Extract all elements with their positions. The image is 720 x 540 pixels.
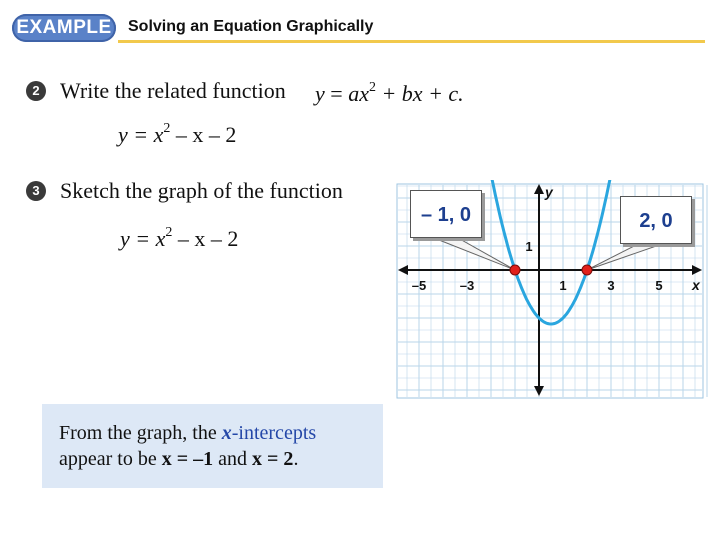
step-2-badge: 2 xyxy=(26,81,46,101)
step-3-badge: 3 xyxy=(26,181,46,201)
callout-left-intercept: – 1, 0 xyxy=(410,190,482,238)
conclusion-line-2: appear to be x = –1 and x = 2. xyxy=(59,448,299,470)
x-tick-label: –3 xyxy=(459,278,475,293)
y-tick-label: 1 xyxy=(525,239,533,254)
step-3-text: Sketch the graph of the function xyxy=(60,178,343,203)
conclusion-line-1: From the graph, the x-intercepts xyxy=(59,422,317,444)
x-tick-label: –5 xyxy=(411,278,427,293)
step-2-text: Write the related function xyxy=(60,78,286,103)
x-intercept-point xyxy=(582,265,592,275)
conclusion-box xyxy=(42,404,383,488)
header-divider xyxy=(118,40,705,43)
x-intercept-point xyxy=(510,265,520,275)
x-axis-label: x xyxy=(692,277,700,293)
step-2-function: $y = x^2 - x - 2$ xyxy=(118,120,237,147)
callout-right-intercept: 2, 0 xyxy=(620,196,692,244)
general-form-equation: $y = ax^2$ + bx + c. xyxy=(315,79,464,106)
page-title: Solving an Equation Graphically xyxy=(128,18,374,35)
y-axis-label: y xyxy=(545,184,553,200)
example-badge: EXAMPLE xyxy=(12,14,116,42)
step-3-function: $y = x^2 - x - 2$ xyxy=(120,224,239,251)
x-tick-label: 3 xyxy=(607,278,615,293)
x-tick-label: 5 xyxy=(655,278,663,293)
x-tick-label: 1 xyxy=(559,278,567,293)
